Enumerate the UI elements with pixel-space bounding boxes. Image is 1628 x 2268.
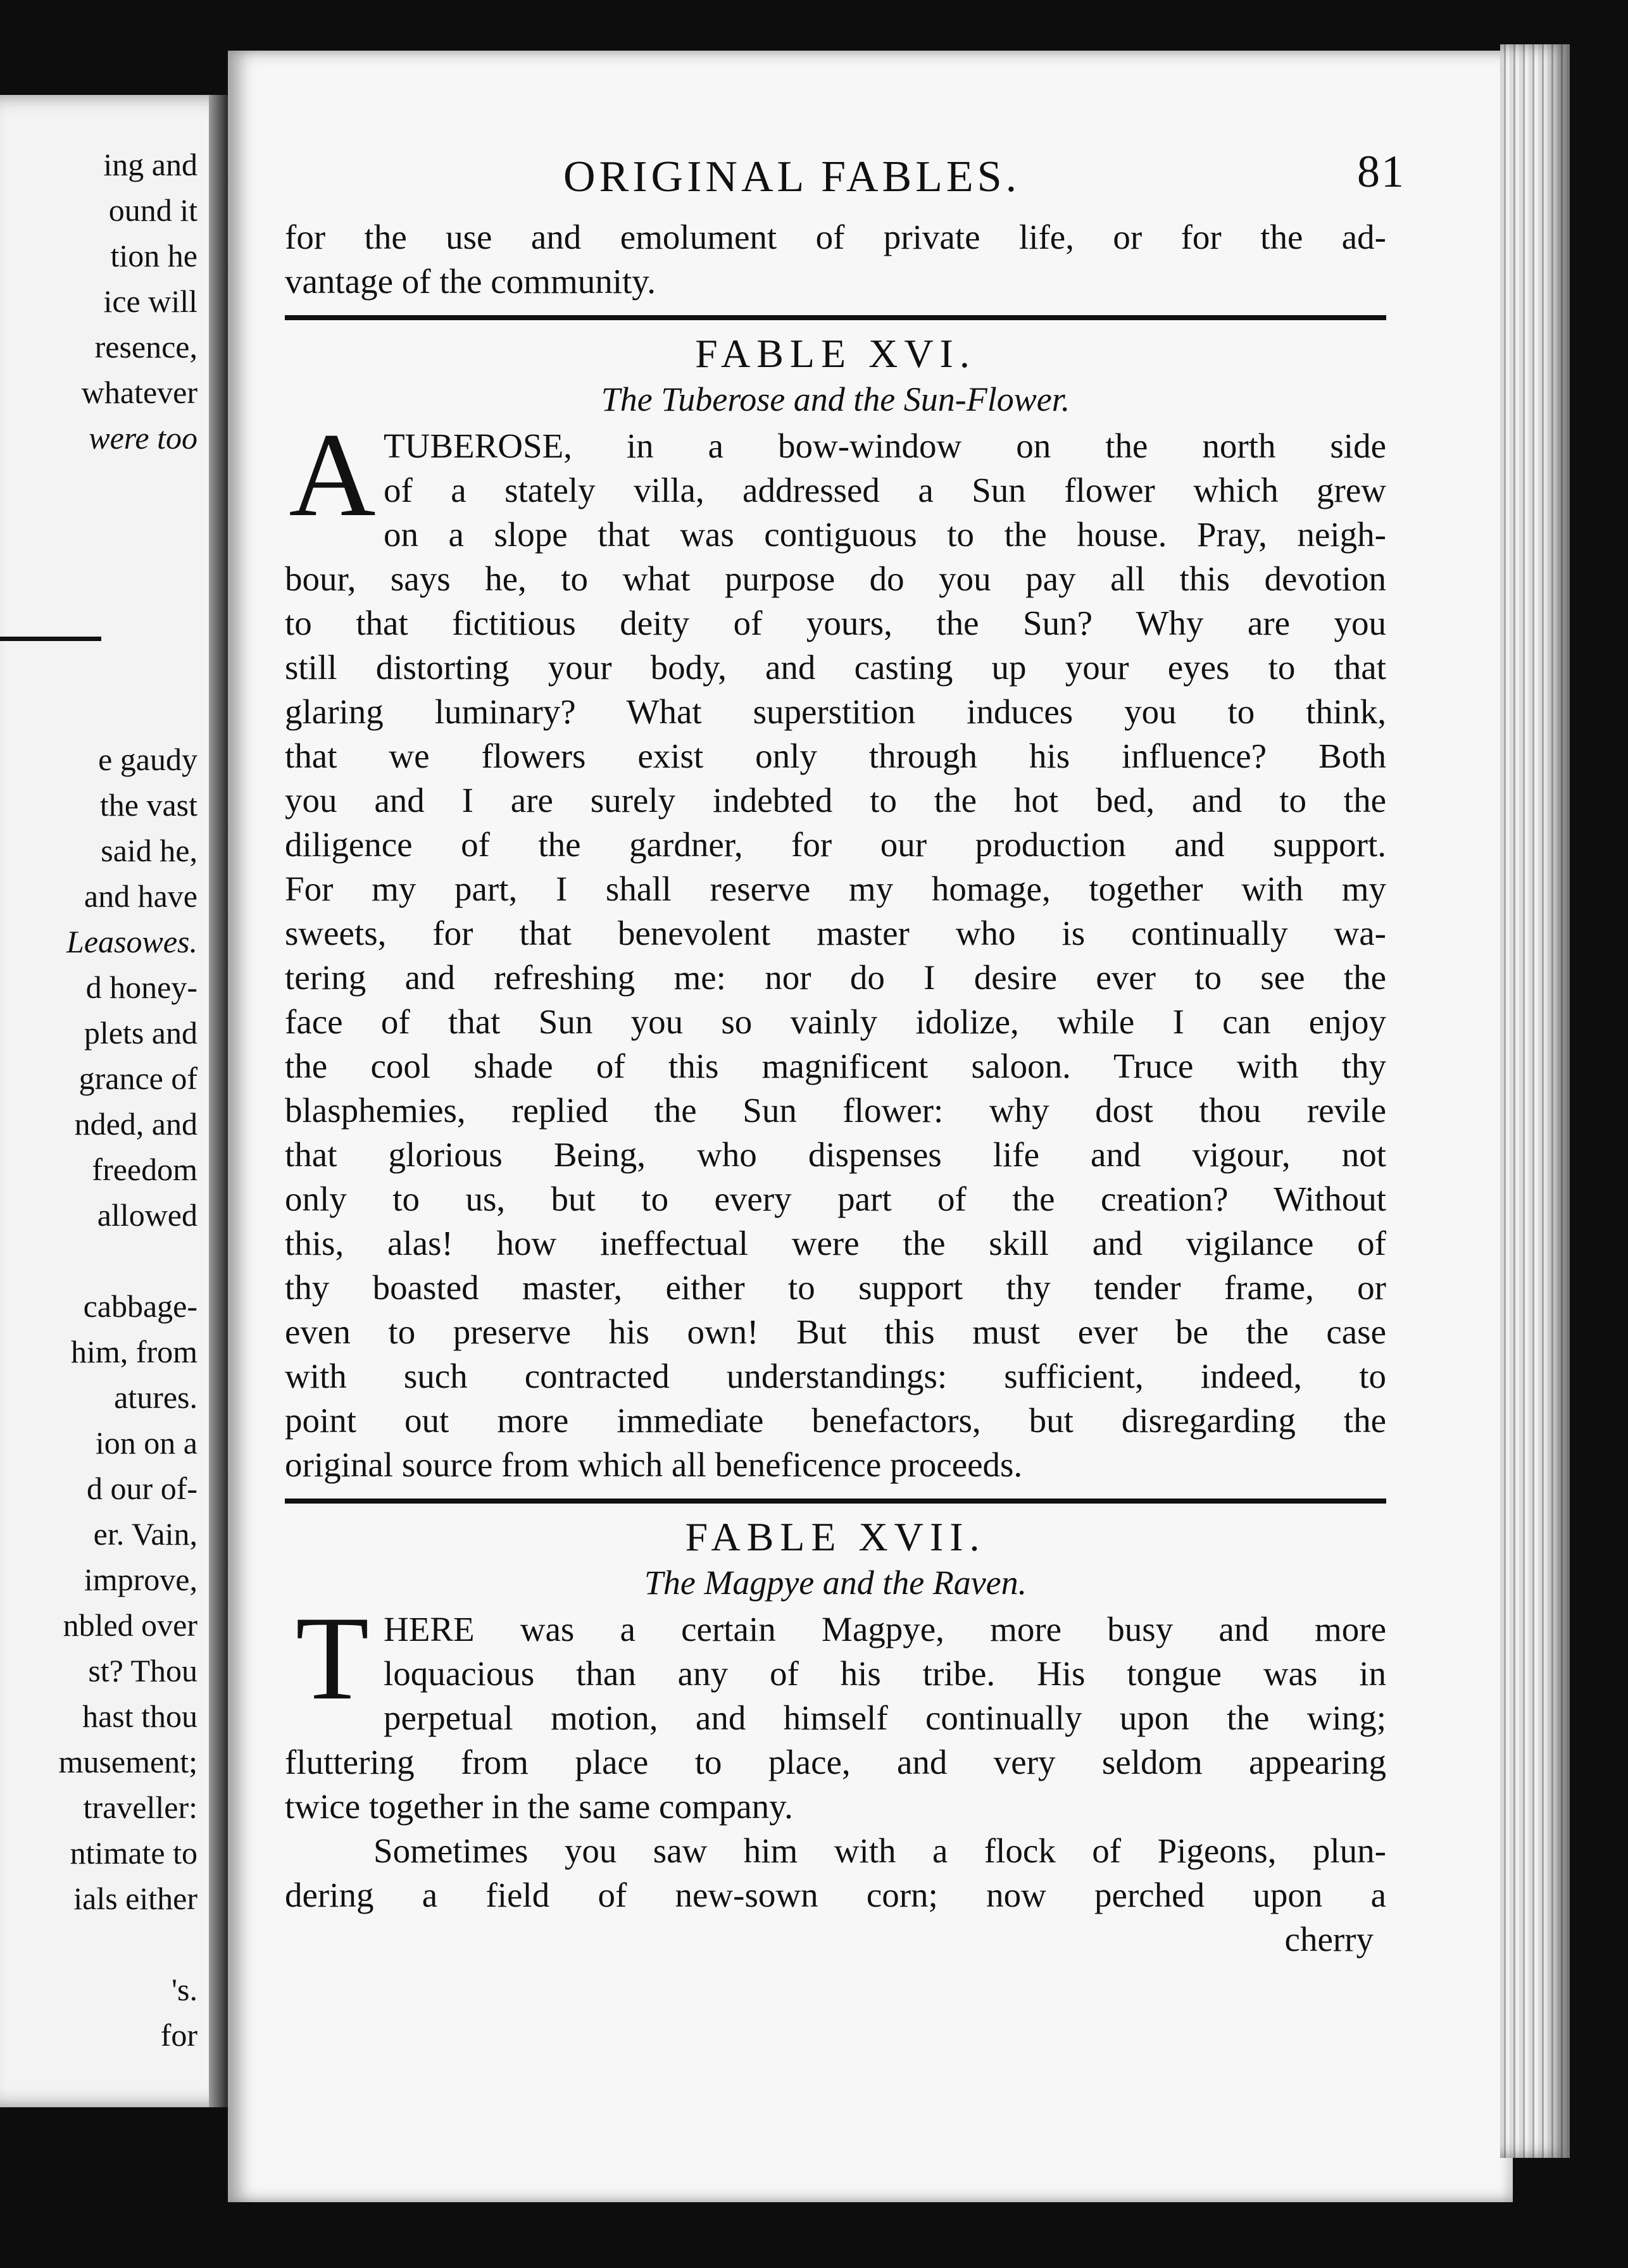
text-line: perpetual motion, and himself continually upon the wing; — [384, 1698, 1386, 1737]
previous-page-fragment: grance of — [78, 1061, 197, 1096]
previous-page-fragment: freedom — [92, 1152, 197, 1187]
fable-subtitle: The Tuberose and the Sun-Flower. — [601, 380, 1070, 418]
page-edges — [1500, 44, 1570, 2158]
previous-page-fragment: e gaudy — [98, 742, 197, 777]
text-line: fluttering from place to place, and very seldom appearing — [285, 1743, 1386, 1781]
text-line: blasphemies, replied the Sun flower: why dost thou revile — [285, 1091, 1386, 1130]
text-line: you and I are surely indebted to the hot bed, and to the — [285, 781, 1386, 819]
previous-page-fragment: said he, — [101, 833, 197, 868]
text-line: with such contracted understandings: sufficient, indeed, to — [285, 1357, 1386, 1395]
previous-page-fragment: improve, — [84, 1562, 197, 1597]
previous-page-fragment: ound it — [108, 192, 197, 228]
text-line: still distorting your body, and casting up your eyes to that — [285, 648, 1386, 687]
previous-page-fragment: musement; — [58, 1744, 197, 1779]
text-line: even to preserve his own! But this must ever be the case — [285, 1312, 1386, 1351]
text-line: loquacious than any of his tribe. His tongue was in — [384, 1654, 1386, 1693]
previous-page-fragment: d our of- — [87, 1471, 197, 1506]
text-line: only to us, but to every part of the creation? Without — [285, 1180, 1386, 1218]
intro-paragraph — [285, 215, 1386, 304]
text-line: point out more immediate benefactors, but disregarding the — [285, 1401, 1386, 1440]
previous-page-fragment: nbled over — [63, 1607, 197, 1643]
previous-page-fragment: Leasowes. — [66, 924, 197, 959]
previous-page-fragment: ing and — [103, 147, 197, 182]
text-line: on a slope that was contiguous to the house. Pray, neigh- — [384, 515, 1386, 554]
fable-body — [285, 409, 1386, 1487]
previous-page-fragment: cabbage- — [83, 1288, 197, 1324]
previous-page-fragment: were too — [89, 420, 197, 456]
text-line: diligence of the gardner, for our production and support. — [285, 825, 1386, 864]
fable-subtitle: The Magpye and the Raven. — [644, 1564, 1027, 1602]
fable-xvi — [285, 329, 1386, 1487]
drop-cap: A — [289, 409, 376, 542]
drop-cap: T — [295, 1592, 370, 1725]
previous-page-fragment: him, from — [71, 1334, 197, 1369]
previous-page-fragment: d honey- — [85, 969, 197, 1005]
previous-page-fragment: ion on a — [95, 1425, 197, 1461]
previous-page-fragment: traveller: — [83, 1790, 197, 1825]
text-line: sweets, for that benevolent master who is continually wa- — [285, 914, 1386, 952]
running-title: ORIGINAL FABLES. — [563, 153, 1021, 201]
text-line: glaring luminary? What superstition induces you to think, — [285, 692, 1386, 731]
previous-page-rule — [0, 637, 101, 641]
fable-heading: FABLE XVI. — [695, 331, 976, 376]
text-line: bour, says he, to what purpose do you pay all this devotion — [285, 559, 1386, 598]
text-line: TUBEROSE, in a bow-window on the north side — [384, 427, 1386, 465]
fable-body — [285, 1592, 1386, 1917]
previous-page-fragment: atures. — [114, 1380, 197, 1415]
previous-page-fragment: ntimate to — [70, 1835, 197, 1871]
text-line: face of that Sun you so vainly idolize, while I can enjoy — [285, 1002, 1386, 1041]
text-line: twice together in the same company. — [285, 1787, 793, 1826]
previous-page-fragment: allowed — [97, 1197, 197, 1233]
text-line: thy boasted master, either to support thy tender frame, or — [285, 1268, 1386, 1307]
section-rule — [285, 315, 1386, 320]
text-line: that we flowers exist only through his influence? Both — [285, 737, 1386, 775]
text-line: for the use and emolument of private life, or for the ad- — [285, 218, 1386, 256]
fable-heading: FABLE XVII. — [685, 1514, 986, 1559]
previous-page-fragment: whatever — [81, 375, 197, 410]
text-line: For my part, I shall reserve my homage, together with my — [285, 869, 1386, 908]
text-line: original source from which all beneficence proceeds. — [285, 1445, 1023, 1484]
previous-page-fragment: resence, — [94, 329, 197, 364]
text-line: HERE was a certain Magpye, more busy and more — [384, 1610, 1386, 1648]
previous-page-fragment: the vast — [99, 787, 197, 823]
text-line: the cool shade of this magnificent saloon. Truce with thy — [285, 1047, 1386, 1085]
text-line: Sometimes you saw him with a flock of Pigeons, plun- — [373, 1831, 1386, 1870]
previous-page-fragment: hast thou — [82, 1698, 197, 1734]
previous-page-fragment: plets and — [84, 1015, 197, 1050]
previous-page-fragment: and have — [84, 878, 197, 914]
running-head — [285, 146, 1405, 215]
previous-page-fragment: tion he — [110, 238, 197, 273]
previous-page-fragment: er. Vain, — [93, 1516, 197, 1552]
previous-page-fragment: for — [160, 2017, 197, 2053]
previous-page-fragment: nded, and — [74, 1106, 197, 1142]
previous-page-fragment: 's. — [172, 1972, 197, 2007]
previous-page-fragment: ice will — [103, 284, 197, 319]
text-line: to that fictitious deity of yours, the Sun? Why are you — [285, 604, 1386, 642]
text-line: vantage of the community. — [285, 262, 656, 301]
fable-xvii — [285, 1512, 1386, 1962]
catchword: cherry — [1284, 1920, 1374, 1959]
text-line: of a stately villa, addressed a Sun flower which grew — [384, 471, 1386, 509]
text-line: dering a field of new-sown corn; now perched upon a — [285, 1876, 1386, 1914]
text-line: this, alas! how ineffectual were the skill and vigilance of — [285, 1224, 1386, 1262]
previous-page-fragment: st? Thou — [88, 1653, 197, 1688]
text-line: tering and refreshing me: nor do I desire ever to see the — [285, 958, 1386, 997]
section-rule — [285, 1498, 1386, 1504]
page-number: 81 — [1357, 146, 1405, 197]
text-line: that glorious Being, who dispenses life and vigour, not — [285, 1135, 1386, 1174]
page-content — [285, 146, 1405, 1962]
previous-page-fragment: ials either — [73, 1881, 197, 1916]
